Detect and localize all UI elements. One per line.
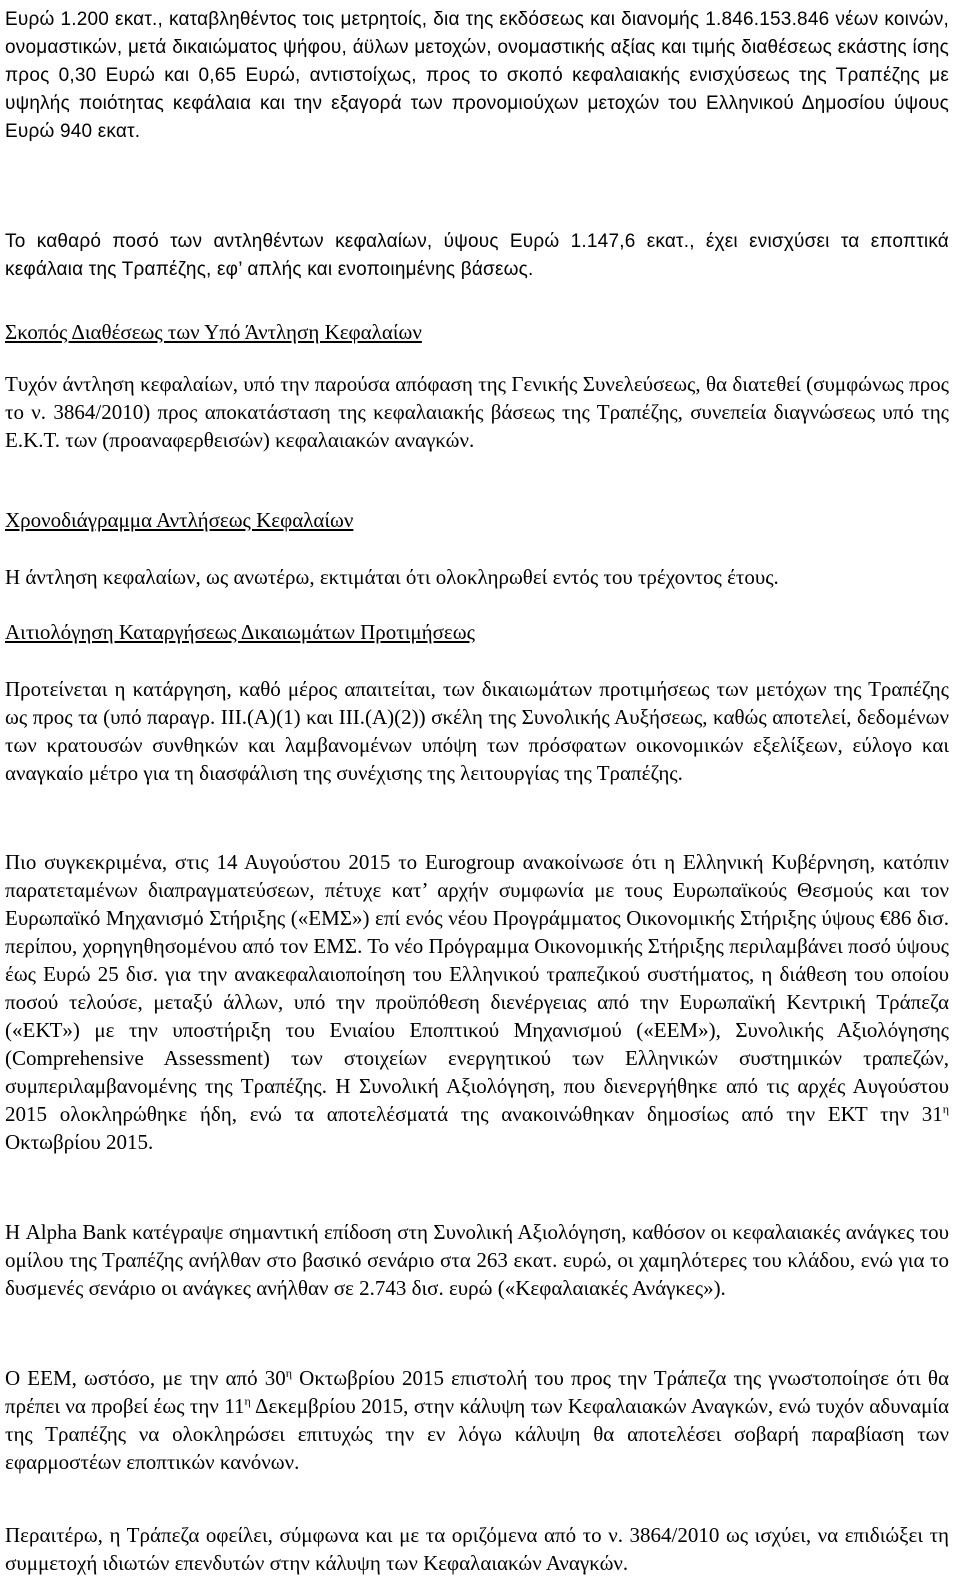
section-heading-timeline: Χρονοδιάγραμμα Αντλήσεως Κεφαλαίων: [5, 508, 354, 532]
justification-paragraph-2: [5, 848, 949, 1156]
section-heading-purpose: Σκοπός Διαθέσεως των Υπό Άντληση Κεφαλαίων: [5, 320, 422, 344]
ordinal-superscript: η: [942, 1102, 949, 1116]
intro-paragraph-2: Το καθαρό ποσό των αντληθέντων κεφαλαίων, ύψους Ευρώ 1.147,6 εκατ., έχει ενισχύσει τα εποπτικά κεφάλαια της Τραπέζης, εφ’ απλής και ενοποιημένης βάσεως.: [5, 231, 949, 280]
paragraph-text-c: Δεκεμβρίου 2015, στην κάλυψη των Κεφαλαιακών Αναγκών, ενώ τυχόν αδυναμία της Τραπέζης να ολοκληρώσει επιτυχώς την εν λόγω κάλυψη θα αποτελέσει σοβαρή παραβίαση των εφαρμοστέων εποπτικών κανόνων.: [5, 1394, 950, 1474]
justification-paragraph-5: Περαιτέρω, η Τράπεζα οφείλει, σύμφωνα και με τα οριζόμενα από το ν. 3864/2010 ως ισχύει, να επιδιώξει τη συμμετοχή ιδιωτών επενδυτών στην κάλυψη των Κεφαλαιακών Αναγκών.: [5, 1523, 949, 1575]
intro-paragraph-1: Ευρώ 1.200 εκατ., καταβληθέντος τοις μετρητοίς, δια της εκδόσεως και διανομής 1.846.153.846 νέων κοινών, ονομαστικών, μετά δικαιώματος ψήφου, άϋλων μετοχών, ονομαστικής αξίας και τιμής διαθέσεως εκάστης ίσης προς 0,30 Ευρώ και 0,65 Ευρώ, αντιστοίχως, προς το σκοπό κεφαλαιακής ενισχύσεως της Τραπέζης με υψηλής ποιότητας κεφάλαια και την εξαγορά των προνομιούχων μετοχών του Ελληνικού Δημοσίου ύψους Ευρώ 940 εκατ.: [5, 9, 949, 142]
justification-paragraph-3: Η Alpha Bank κατέγραψε σημαντική επίδοση στη Συνολική Αξιολόγηση, καθόσον οι κεφαλαιακές ανάγκες του ομίλου της Τραπέζης ανήλθαν στο βασικό σενάριο στα 263 εκατ. ευρώ, οι χαμηλότερες του κλάδου, ενώ για το δυσμενές σενάριο οι ανάγκες ανήλθαν σε 2.743 δισ. ευρώ («Κεφαλαιακές Ανάγκες»).: [5, 1220, 949, 1300]
paragraph-text-end: Οκτωβρίου 2015.: [5, 1130, 154, 1154]
paragraph-text-a: Ο ΕΕΜ, ωστόσο, με την από 30: [5, 1366, 286, 1390]
ordinal-superscript: η: [285, 1366, 293, 1380]
section-heading-justification: Αιτιολόγηση Καταργήσεως Δικαιωμάτων Προτιμήσεως: [5, 620, 475, 644]
purpose-paragraph: Τυχόν άντληση κεφαλαίων, υπό την παρούσα απόφαση της Γενικής Συνελεύσεως, θα διατεθεί (συμφώνως προς το ν. 3864/2010) προς αποκατάσταση της κεφαλαιακής βάσεως της Τραπέζης, συνεπεία διαγνώσεως υπό της Ε.Κ.Τ. των (προαναφερθεισών) κεφαλαιακών αναγκών.: [5, 372, 949, 452]
paragraph-text: Πιο συγκεκριμένα, στις 14 Αυγούστου 2015 το Eurogroup ανακοίνωσε ότι η Ελληνική Κυβέρνηση, κατόπιν παρατεταμένων διαπραγματεύσεων, πέτυχε κατ’ αρχήν συμφωνία με τους Ευρωπαϊκούς Θεσμούς και τον Ευρωπαϊκό Μηχανισμό Στήριξης («ΕΜΣ») επί ενός νέου Προγράμματος Οικονομικής Στήριξης ύψους €86 δισ. περίπου, χορηγηθησομένου από τον ΕΜΣ. Το νέο Πρόγραμμα Οικονομικής Στήριξης περιλαμβάνει ποσό ύψους έως Ευρώ 25 δισ. για την ανακεφαλαιοποίηση του Ελληνικού τραπεζικού συστήματος, η διάθεση του οποίου ποσού τελούσε, μεταξύ άλλων, υπό την προϋπόθεση διενέργειας από την Ευρωπαϊκή Κεντρική Τράπεζα («ΕΚΤ») με την υποστήριξη του Ενιαίου Εποπτικού Μηχανισμού («ΕΕΜ»), Συνολικής Αξιολόγησης (Comprehensive Assessment) των στοιχείων ενεργητικού των Ελληνικών συστημικών τραπεζών, συμπεριλαμβανομένης της Τραπέζης. Η Συνολική Αξιολόγηση, που διενεργήθηκε από τις αρχές Αυγούστου 2015 ολοκληρώθηκε ήδη, ενώ τα αποτελέσματά της ανακοινώθηκαν δημοσίως από την ΕΚΤ την 31: [5, 850, 949, 1126]
ordinal-superscript: η: [244, 1394, 251, 1408]
timeline-paragraph: Η άντληση κεφαλαίων, ως ανωτέρω, εκτιμάται ότι ολοκληρωθεί εντός του τρέχοντος έτους.: [5, 565, 779, 589]
justification-paragraph-1: Προτείνεται η κατάργηση, καθό μέρος απαιτείται, των δικαιωμάτων προτιμήσεως των μετόχων της Τραπέζης ως προς τα (υπό παραγρ. ΙΙΙ.(Α)(1) και ΙΙΙ.(Α)(2)) σκέλη της Συνολικής Αυξήσεως, καθώς αποτελεί, δεδομένων των κρατουσών συνθηκών και λαμβανομένων υπόψη των πρόσφατων οικονομικών εξελίξεων, εύλογο και αναγκαίο μέτρο για τη διασφάλιση της συνέχισης της λειτουργίας της Τραπέζης.: [5, 677, 949, 785]
paragraph-text-b: Οκτωβρίου 2015 επιστολή του προς την Τράπεζα της γνωστοποίησε ότι θα πρέπει να προβεί έως την 11: [5, 1366, 949, 1418]
justification-paragraph-4: [5, 1364, 949, 1476]
